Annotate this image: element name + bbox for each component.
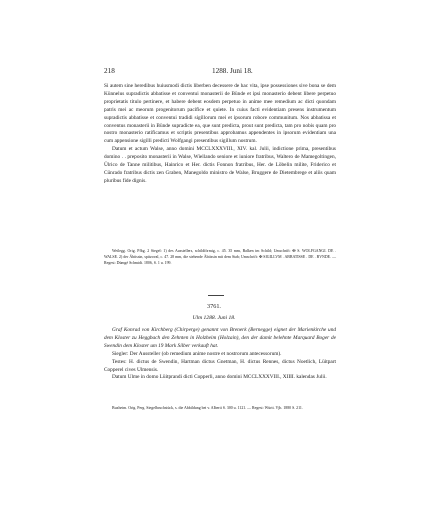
- regest-summary-text: Graf Konrad von Kirchberg (Chirperge) genannt von Brenerk (Bernegge) eignet der Marienkirche und dem Kloster zu Heggbach den Zehnten in Holzheim (Holzain), den der damit belehnte Marquard Boger de Swendin dem Kloster um 19 Mark Silber verkauft hat.: [104, 327, 336, 349]
- section-divider: [208, 295, 224, 296]
- page-number: 218: [104, 67, 115, 75]
- source-note: [104, 405, 336, 411]
- regest-block: [104, 327, 336, 382]
- header-date: 1288. Juni 18.: [212, 67, 253, 75]
- regest-summary: [104, 327, 336, 351]
- archival-note-text: Weilegg. Orig. Pfbg. 2 Siegel: 1) des Ausstellers, schildförmig, c. 45. 35 mm, Balken im Schild; Umschrift: ✠ S. WOLFGANGI. DE . WALSE. 2) der Äbtissin, spitzoval, c. 47. 28 mm, die stehende Äbtissin mit dem Stab; Umschrift: ✠ SIGILLVM . ABBATISSE . DE . BVNDE. — Regest: Dümgé Schmidt. 1806, S. 1 u. 199.: [104, 249, 336, 266]
- siegler-line: Siegler: Der Aussteller (ob remedium anime nostre et nostrorum antecessorum).: [112, 350, 282, 357]
- document-place-date: Ulm 1288. Juni 18.: [192, 315, 236, 321]
- document-number: 3761.: [207, 303, 221, 310]
- archival-note: [104, 248, 336, 267]
- charter-paragraph: Si autem sine heredibus huiusmodi dictis liberben decessere de hac vita, ipse possessiones sive bona se dem Künnelus supradictis abbatisse et conventui monasterii de Bünde et ipsi monasterio debent libere perpetuo proprietatis titulo pertinere, et habere debent eosdem perpetuo in anime mee remedium ac dicti quondam patris mei ac meorum progenitorum pacifice et quiete. In cuius facti evidentiam presens instrumentum supradictis abbatisse et conventui tradidi sigillorum mei et ipsorum robore communitum. Nos abbatissa et conventus monasterii in Bünde supradicte ea, que sunt predicta, prout sunt predicta, tam pro nobis quam pro nostro monasterio ratificamus et scriptis presentibus approbamus appendentes in ipsorum evidentiam una cum appensione sigilli predicti Wolfgangi presentibus sigillum nostrum.: [104, 83, 336, 145]
- datum-line: Datum Ulme in domo Lüitprandi dicti Copperli, anno domini MCCLXXXVIII., XIIII. kalendas Julii.: [112, 374, 327, 381]
- running-header: [104, 66, 334, 76]
- charter-text: [104, 83, 336, 186]
- testes-line: Testes: H. dictus de Swendin, Hartman dictus Gnetman, H. dictus Rennes, dictus Noetlich, Lüitpart Copperel cives Ulmensis.: [104, 358, 336, 373]
- charter-dating-paragraph: Datum et actum Walse, anno domini MCCLXXXVIII., XIV. kal. Julii, indictione prima, presentibus domino . . preposito monasterii in Walse, Wiellando seniore et iuniore fratribus, Waltero de Mamegoltingen, Ülrico de Tanne militibus, Hainrico et Her. dictis Fonnon fratribus, Her. de Löbelin milite, Friderico et Cünrado fratribus dictis zen Graben, Manegoldo ministro de Walse, Bruggere de Dietembrege et aliis quam pluribus fide dignis.: [104, 146, 336, 184]
- source-note-text: Buxheim. Orig. Perg. Siegelbruchstück, s. die Abbildung bei v. Alberti S. 300 u. 1121. — Regest: Württ. Vjh. 1880 S. 211.: [112, 406, 303, 410]
